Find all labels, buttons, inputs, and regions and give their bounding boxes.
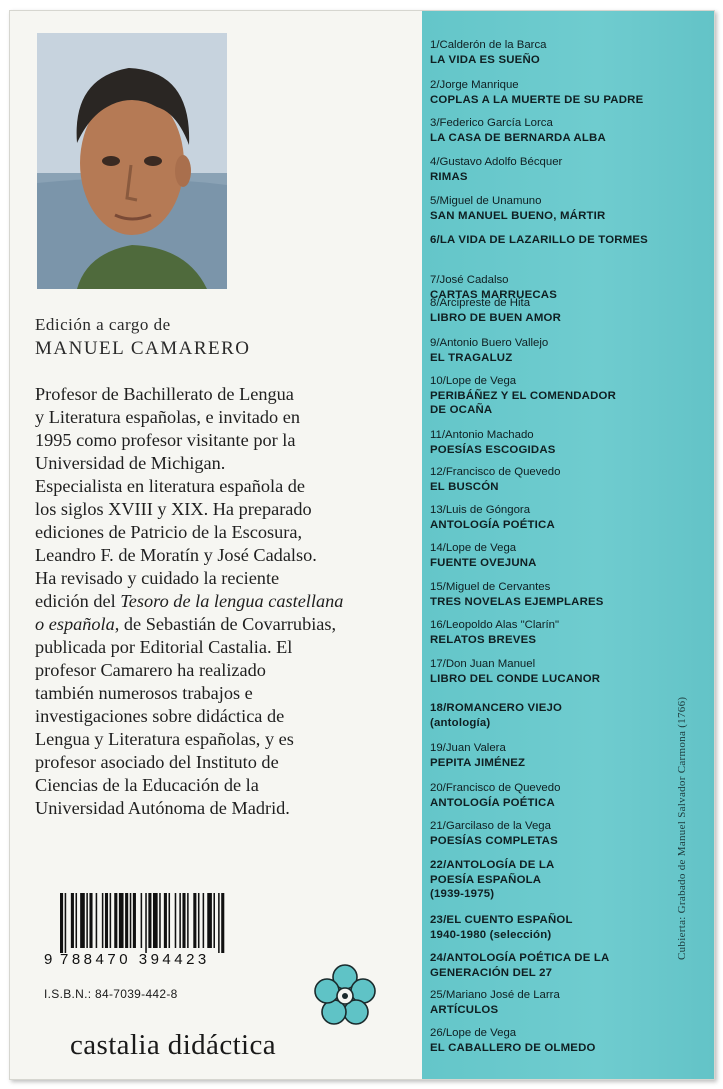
catalog-entry: [430, 116, 690, 145]
barcode-bar: [133, 893, 136, 948]
catalog-entry: [430, 781, 690, 810]
catalog-title: RELATOS BREVES: [430, 633, 537, 646]
catalog-title: ANTOLOGÍA POÉTICA: [430, 796, 555, 809]
catalog-title: EL BUSCÓN: [430, 480, 499, 493]
catalog-title: SAN MANUEL BUENO, MÁRTIR: [430, 209, 606, 222]
catalog-author: 2/Jorge Manrique: [430, 79, 519, 91]
editor-credit-prefix: Edición a cargo de: [35, 315, 171, 334]
barcode-bar: [130, 893, 132, 948]
catalog-title: LIBRO DEL CONDE LUCANOR: [430, 672, 601, 685]
catalog-author: 1/Calderón de la Barca: [430, 39, 547, 51]
catalog-author: 16/Leopoldo Alas "Clarín": [430, 619, 560, 631]
catalog-entry: [430, 374, 690, 418]
bio-line: ediciones de Patricio de la Escosura,: [35, 522, 303, 542]
catalog-title: COPLAS A LA MUERTE DE SU PADRE: [430, 93, 644, 106]
catalog-author: 8/Arcipreste de Hita: [430, 297, 531, 309]
barcode-bar: [221, 893, 224, 953]
catalog-entry: [430, 233, 690, 248]
catalog-entry: [430, 951, 690, 980]
barcode-bars: [60, 893, 270, 953]
catalog-title: 23/EL CUENTO ESPAÑOL: [430, 914, 573, 926]
catalog-title: LIBRO DE BUEN AMOR: [430, 311, 562, 324]
catalog-author: 10/Lope de Vega: [430, 375, 517, 387]
catalog-author: 15/Miguel de Cervantes: [430, 581, 551, 593]
bio-line: Profesor de Bachillerato de Lengua: [35, 384, 294, 404]
barcode-bar: [125, 893, 128, 948]
catalog-author: 25/Mariano José de Larra: [430, 989, 560, 1001]
catalog-title: 22/ANTOLOGÍA DE LA: [430, 859, 555, 871]
barcode-bar: [105, 893, 108, 948]
barcode-bar: [193, 893, 196, 948]
bio-line: profesor Camarero ha realizado: [35, 660, 266, 680]
catalog-entry: [430, 988, 690, 1017]
catalog-author: 11/Antonio Machado: [430, 429, 534, 441]
isbn-barcode: [44, 891, 274, 975]
bio-line: y Literatura españolas, e invitado en: [35, 407, 300, 427]
barcode-bar: [187, 893, 189, 948]
bio-line: Leandro F. de Moratín y José Cadalso.: [35, 545, 317, 565]
catalog-title: FUENTE OVEJUNA: [430, 556, 537, 569]
catalog-author: 12/Francisco de Quevedo: [430, 466, 561, 478]
barcode-bar: [179, 893, 181, 948]
catalog-entry: [430, 913, 690, 942]
editor-portrait-photo: [37, 33, 227, 289]
catalog-title: EL TRAGALUZ: [430, 351, 513, 364]
catalog-title: EL CABALLERO DE OLMEDO: [430, 1041, 596, 1054]
catalog-entry: [430, 1026, 690, 1055]
bio-line: investigaciones sobre didáctica de: [35, 706, 285, 726]
barcode-bar: [164, 893, 167, 948]
catalog-title: DE OCAÑA: [430, 404, 493, 416]
catalog-title: POESÍAS COMPLETAS: [430, 834, 558, 847]
bio-line: Ciencias de la Educación de la: [35, 775, 259, 795]
barcode-bar: [218, 893, 220, 953]
editor-name: MANUEL CAMARERO: [35, 338, 251, 359]
bio-line: publicada por Editorial Castalia. El: [35, 637, 293, 657]
barcode-bar: [153, 893, 158, 948]
catalog-entry: [430, 618, 690, 647]
catalog-author: 21/Garcilaso de la Vega: [430, 820, 551, 832]
catalog-author: 19/Juan Valera: [430, 742, 506, 754]
barcode-bar: [148, 893, 151, 948]
catalog-author: 5/Miguel de Unamuno: [430, 195, 542, 207]
flower-logo-icon: [313, 963, 377, 1027]
barcode-digits: 788470 394423: [60, 951, 210, 968]
barcode-bar: [207, 893, 212, 948]
barcode-bar: [71, 893, 74, 948]
catalog-entry: [430, 194, 690, 223]
portrait-illustration: [37, 33, 227, 289]
catalog-entry: [430, 336, 690, 365]
catalog-entry: [430, 741, 690, 770]
barcode-bar: [203, 893, 205, 948]
bio-line: Especialista en literatura española de: [35, 476, 306, 496]
barcode-bar: [159, 893, 161, 948]
barcode-bar: [198, 893, 200, 948]
barcode-bar: [114, 893, 117, 948]
catalog-subtitle: (1939-1975): [430, 888, 495, 900]
catalog-title: PERIBÁÑEZ Y EL COMENDADOR: [430, 389, 617, 402]
catalog-entry: [430, 819, 690, 848]
catalog-title: LA VIDA ES SUEÑO: [430, 53, 540, 66]
catalog-entry: [430, 78, 690, 107]
isbn-number: I.S.B.N.: 84-7039-442-8: [44, 987, 178, 1001]
barcode-bar: [96, 893, 98, 948]
catalog-author: 17/Don Juan Manuel: [430, 658, 536, 670]
catalog-entry: [430, 503, 690, 532]
catalog-entry: [430, 657, 690, 686]
catalog-author: 26/Lope de Vega: [430, 1027, 517, 1039]
bio-line: o española, de Sebastián de Covarrubias,: [35, 614, 337, 634]
bio-line: Ha revisado y cuidado la reciente: [35, 568, 280, 588]
barcode-bar: [60, 893, 63, 953]
bio-line: los siglos XVIII y XIX. Ha preparado: [35, 499, 312, 519]
bio-line: Lengua y Literatura españolas, y es: [35, 729, 294, 749]
catalog-author: 14/Lope de Vega: [430, 542, 517, 554]
catalog-subtitle: (antología): [430, 716, 491, 729]
barcode-bar: [141, 893, 143, 948]
bio-line: 1995 como profesor visitante por la: [35, 430, 296, 450]
catalog-entry: [430, 580, 690, 609]
editor-biography: [35, 383, 415, 820]
barcode-bar: [169, 893, 171, 948]
catalog-title: 24/ANTOLOGÍA POÉTICA DE LA: [430, 952, 610, 964]
bio-line: profesor asociado del Instituto de: [35, 752, 279, 772]
barcode-bar: [119, 893, 124, 948]
catalog-title: TRES NOVELAS EJEMPLARES: [430, 595, 604, 608]
catalog-entry: [430, 296, 690, 325]
catalog-title: GENERACIÓN DEL 27: [430, 966, 553, 979]
catalog-entry: [430, 465, 690, 494]
catalog-entry: [430, 858, 690, 902]
cover-credit: Cubierta: Grabado de Manuel Salvador Carmona (1766): [676, 696, 688, 960]
left-panel: [10, 11, 422, 1079]
catalog-title: POESÍA ESPAÑOLA: [430, 873, 542, 886]
barcode-bar: [102, 893, 104, 948]
barcode-bar: [110, 893, 112, 948]
catalog-entry: [430, 428, 690, 457]
barcode-bar: [76, 893, 78, 948]
barcode-bar: [65, 893, 67, 953]
bio-line: también numerosos trabajos e: [35, 683, 253, 703]
catalog-title: ANTOLOGÍA POÉTICA: [430, 518, 555, 531]
catalog-entry: [430, 155, 690, 184]
catalog-title: ARTÍCULOS: [430, 1003, 499, 1016]
barcode-bar: [175, 893, 177, 948]
barcode-bar: [89, 893, 92, 948]
catalog-author: 3/Federico García Lorca: [430, 117, 553, 129]
barcode-bar: [145, 893, 147, 953]
catalog-author: 4/Gustavo Adolfo Bécquer: [430, 156, 563, 168]
catalog-title: PEPITA JIMÉNEZ: [430, 756, 526, 769]
publisher-brand: castalia didáctica: [70, 1029, 277, 1061]
catalog-title: POESÍAS ESCOGIDAS: [430, 443, 556, 456]
barcode-bar: [213, 893, 215, 948]
catalog-title: CARTAS MARRUECAS: [430, 288, 558, 301]
barcode-first-digit: 9: [44, 951, 53, 968]
catalog-author: 9/Antonio Buero Vallejo: [430, 337, 549, 349]
catalog-entry: [430, 701, 690, 730]
catalog-author: 7/José Cadalso: [430, 274, 509, 286]
catalog-entry: [430, 541, 690, 570]
catalog-author: 13/Luis de Góngora: [430, 504, 531, 516]
catalog-subtitle: 1940-1980 (selección): [430, 928, 552, 941]
catalog-entry: [430, 38, 690, 67]
barcode-bar: [86, 893, 88, 948]
catalog-author: 20/Francisco de Quevedo: [430, 782, 561, 794]
bio-line: Universidad Autónoma de Madrid.: [35, 798, 290, 818]
bio-line: Universidad de Michigan.: [35, 453, 226, 473]
catalog-title: 18/ROMANCERO VIEJO: [430, 702, 563, 714]
catalog-title: 6/LA VIDA DE LAZARILLO DE TORMES: [430, 234, 648, 246]
barcode-bar: [182, 893, 185, 948]
barcode-bar: [80, 893, 85, 948]
catalog-title: LA CASA DE BERNARDA ALBA: [430, 131, 606, 144]
bio-line: edición del Tesoro de la lengua castellana: [35, 591, 344, 611]
catalog-title: RIMAS: [430, 170, 468, 183]
